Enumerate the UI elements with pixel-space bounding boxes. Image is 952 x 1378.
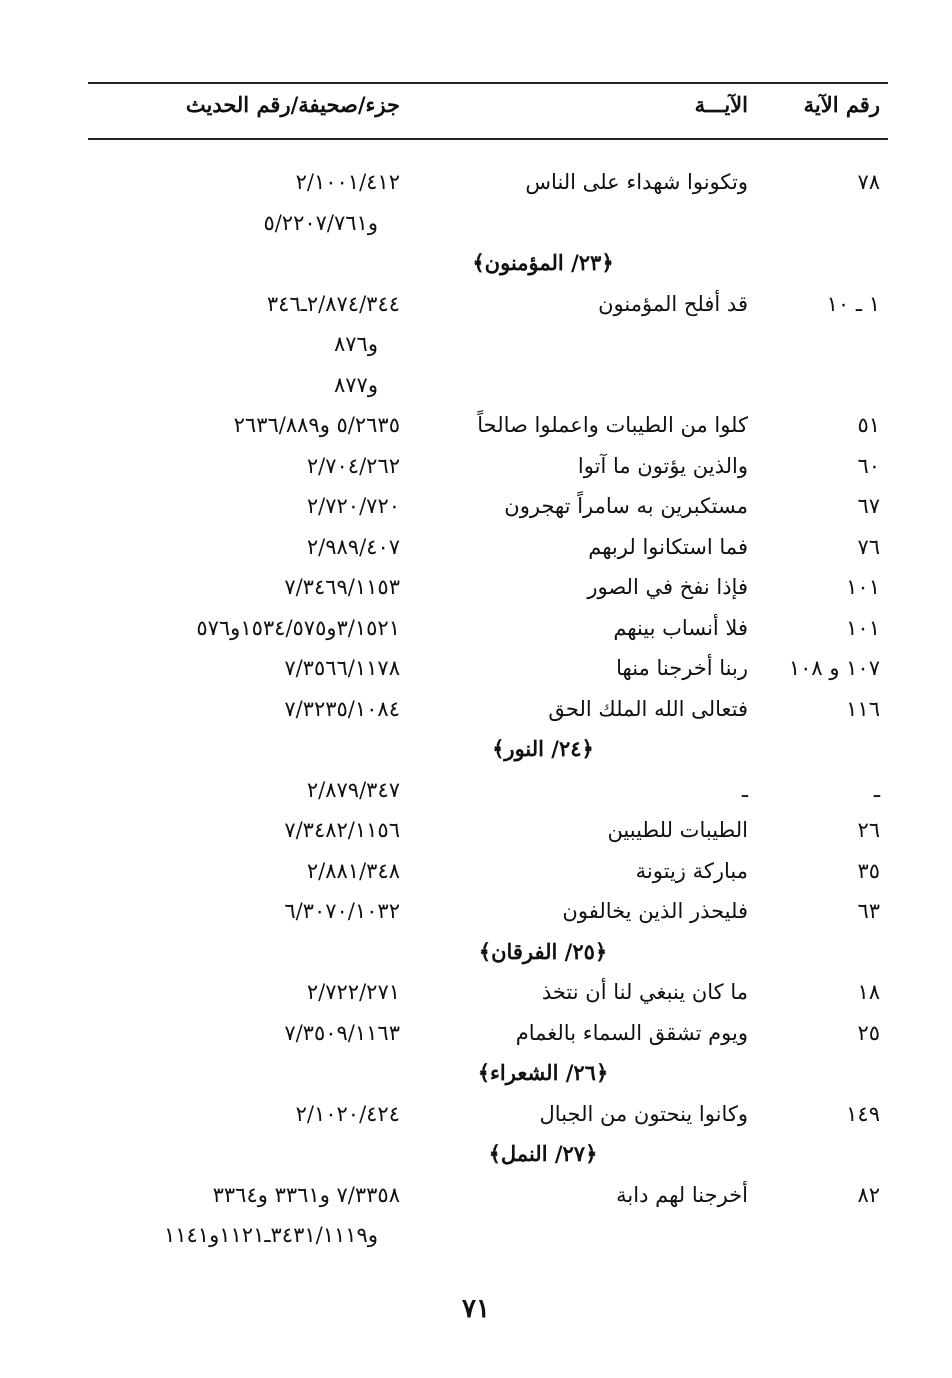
surah-heading	[88, 729, 888, 770]
ayah-text: مباركة زيتونة	[635, 858, 748, 883]
surah-heading	[88, 932, 888, 973]
table-row	[88, 567, 888, 608]
table-row	[88, 486, 888, 527]
hadith-reference: ٢/٨٧٤/٣٤٤ـ٣٤٦	[266, 291, 400, 316]
ayah-text: فليحذر الذين يخالفون	[562, 899, 748, 923]
table-row	[88, 1013, 888, 1054]
ayah-number: ٣٥	[857, 858, 880, 883]
ayah-number: ٦٠	[857, 453, 880, 478]
ayah-text: مستكبرين به سامراً تهجرون	[504, 494, 748, 518]
table-row-continuation	[88, 203, 888, 244]
hadith-reference: ٢/١٠٠١/٤١٢	[295, 170, 400, 194]
ayah-number: ٢٦	[857, 818, 880, 842]
hadith-reference: ٧/٣٣٥٨ و٣٣٦١ و٣٣٦٤	[212, 1182, 400, 1207]
header-reference: جزء/صحيفة/رقم الحديث	[185, 92, 400, 117]
header-ayah: الآيـــة	[694, 92, 748, 117]
table-row	[88, 527, 888, 568]
ayah-text: فإذا نفخ في الصور	[587, 575, 748, 599]
ayah-number: ٧٨	[857, 170, 880, 194]
ayah-number: ١٠٧ و ١٠٨	[788, 656, 880, 680]
hadith-reference: و٣٤٣١/١١١٩ـ١١٢١و١١٤١	[163, 1223, 378, 1247]
page-number: ٧١	[462, 1294, 490, 1324]
ayah-number: ٦٣	[857, 899, 880, 923]
surah-title: ﴿٢٤/ النور﴾	[492, 736, 594, 761]
hadith-reference: و٨٧٦	[334, 332, 378, 356]
table-row	[88, 608, 888, 649]
ayah-text: والذين يؤتون ما آتوا	[577, 453, 748, 478]
hadith-reference: ٢/٧٢٠/٧٢٠	[306, 494, 400, 518]
ayah-text: ما كان ينبغي لنا أن نتخذ	[541, 980, 748, 1004]
ayah-text: فلا أنساب بينهم	[613, 615, 748, 640]
hadith-reference: ٦/٣٠٧٠/١٠٣٢	[284, 899, 400, 923]
hadith-reference: ٧/٣٤٦٩/١١٥٣	[284, 575, 400, 599]
surah-title: ﴿٢٥/ الفرقان﴾	[478, 938, 608, 964]
table-row	[88, 405, 888, 446]
ayah-number: ٦٧	[857, 494, 880, 518]
ayah-number: ٢٥	[857, 1020, 880, 1045]
surah-title: ﴿٢٦/ الشعراء﴾	[477, 1060, 609, 1085]
table-row	[88, 162, 888, 203]
hadith-reference: و٨٧٧	[334, 372, 378, 397]
hadith-reference: و٥/٢٢٠٧/٧٦١	[263, 210, 378, 235]
table-row	[88, 284, 888, 325]
ayah-text: فما استكانوا لربهم	[588, 534, 748, 559]
table-row	[88, 689, 888, 730]
ayah-number: ٥١	[857, 413, 880, 437]
ayah-number: ـ	[873, 777, 880, 802]
ayah-text: ـ	[741, 777, 748, 802]
table-row	[88, 446, 888, 487]
hadith-reference: ٧/٣٥٦٦/١١٧٨	[284, 656, 400, 680]
ayah-number: ٨٢	[857, 1182, 880, 1207]
hadith-reference: ٢/٨٨١/٣٤٨	[306, 858, 400, 883]
hadith-reference: ٢/٨٧٩/٣٤٧	[306, 777, 400, 802]
ayah-number: ١٤٩	[846, 1101, 880, 1126]
ayah-text: فتعالى الله الملك الحق	[548, 696, 748, 721]
table-header	[88, 92, 888, 132]
table-row	[88, 851, 888, 892]
surah-title: ﴿٢٧/ النمل﴾	[488, 1141, 598, 1166]
table-row-continuation	[88, 365, 888, 406]
table-row	[88, 972, 888, 1013]
hadith-reference: ٢/٧٠٤/٢٦٢	[306, 453, 400, 478]
ayah-number: ١ ـ ١٠	[826, 291, 880, 316]
table-row	[88, 1175, 888, 1216]
hadith-reference: ٧/٣٢٣٥/١٠٨٤	[284, 696, 400, 721]
hadith-reference: ٢/٧٢٢/٢٧١	[306, 980, 400, 1004]
table-row	[88, 810, 888, 851]
hadith-reference: ٢/١٠٢٠/٤٢٤	[295, 1101, 400, 1126]
ayah-number: ١٠١	[846, 575, 880, 599]
top-rule	[88, 82, 888, 84]
ayah-number: ١١٦	[846, 696, 880, 721]
surah-heading	[88, 1134, 888, 1175]
table-row	[88, 648, 888, 689]
table-row	[88, 770, 888, 811]
table-row-continuation	[88, 324, 888, 365]
ayah-text: كلوا من الطيبات واعملوا صالحاً	[477, 413, 748, 437]
ayah-text: الطيبات للطيبين	[607, 818, 748, 842]
hadith-reference: ٣/١٥٢١و١٥٣٤/٥٧٥و٥٧٦	[196, 615, 400, 640]
hadith-reference: ٧/٣٤٨٢/١١٥٦	[284, 818, 400, 842]
table-row	[88, 1094, 888, 1135]
hadith-reference: ٧/٣٥٠٩/١١٦٣	[284, 1020, 400, 1045]
hadith-reference: ٥/٢٦٣٥ و٢٦٣٦/٨٨٩	[233, 413, 400, 437]
ayah-text: ربنا أخرجنا منها	[616, 656, 748, 680]
header-rule	[88, 138, 888, 140]
ayah-text: قد أفلح المؤمنون	[598, 291, 748, 316]
index-table	[88, 162, 888, 1256]
ayah-text: وكانوا ينحتون من الجبال	[539, 1101, 748, 1126]
ayah-number: ١٨	[857, 980, 880, 1004]
table-row	[88, 891, 888, 932]
surah-heading	[88, 243, 888, 284]
hadith-reference: ٢/٩٨٩/٤٠٧	[306, 534, 400, 559]
surah-title: ﴿٢٣/ المؤمنون﴾	[472, 250, 614, 275]
ayah-text: أخرجنا لهم دابة	[616, 1182, 748, 1207]
header-ayah-number: رقم الآية	[803, 92, 880, 117]
ayah-number: ١٠١	[846, 615, 880, 640]
surah-heading	[88, 1053, 888, 1094]
ayah-number: ٧٦	[857, 534, 880, 559]
ayah-text: وتكونوا شهداء على الناس	[525, 170, 748, 194]
table-row-continuation	[88, 1215, 888, 1256]
ayah-text: ويوم تشقق السماء بالغمام	[515, 1020, 748, 1045]
